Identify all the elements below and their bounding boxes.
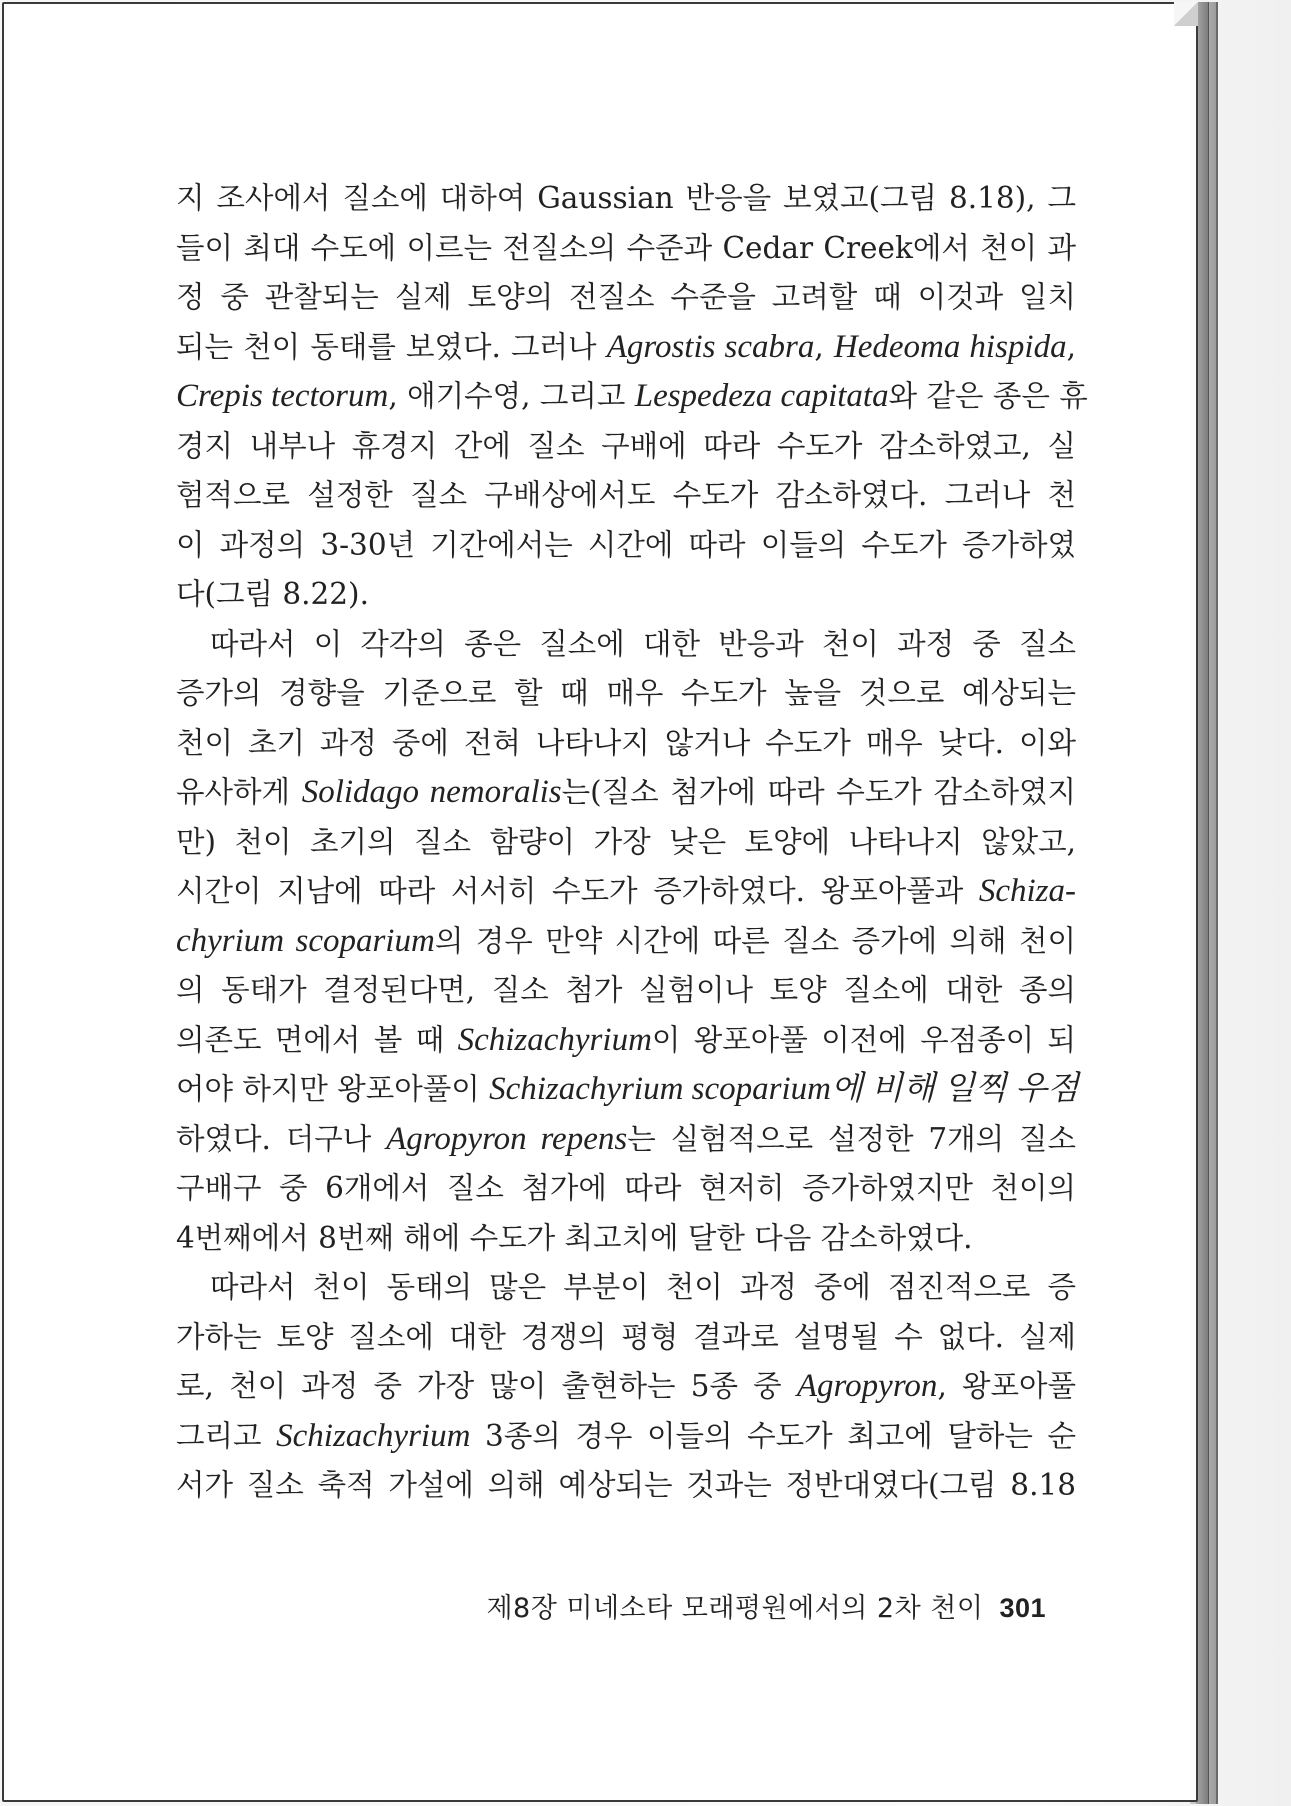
text-line: 정 중 관찰되는 실제 토양의 전질소 수준을 고려할 때 이것과 일치 [176,280,1076,314]
text-line: 의존도 면에서 볼 때 Schizachyrium이 왕포아풀 이전에 우점종이 되 [176,1021,1076,1058]
text-line: 하였다. 더구나 Agropyron repens는 실험적으로 설정한 7개의 질소 [176,1120,1076,1157]
text-line: 경지 내부나 휴경지 간에 질소 구배에 따라 수도가 감소하였고, 실 [176,428,1076,463]
running-footer [486,1586,1046,1625]
text-line: Crepis tectorum, 애기수영, 그리고 Lespedeza capitata와 같은 종은 휴 [176,378,1088,414]
text-line: 천이 초기 과정 중에 전혀 나타나지 않거나 수도가 매우 낮다. 이와 [176,725,1076,760]
text-line: 로, 천이 과정 중 가장 많이 출현하는 5종 중 Agropyron, 왕포아풀 [176,1368,1077,1404]
text-line: 이 과정의 3-30년 기간에서는 시간에 따라 이들의 수도가 증가하였 [176,527,1076,562]
text-line: 따라서 천이 동태의 많은 부분이 천이 과정 중에 점진적으로 증 [210,1270,1076,1304]
text-line: 4번째에서 8번째 해에 수도가 최고치에 달한 다음 감소하였다. [176,1220,973,1255]
text-line: 어야 하지만 왕포아풀이 Schizachyrium scoparium에 비해 일찍 우점 [176,1071,1079,1107]
text-line: 험적으로 설정한 질소 구배상에서도 수도가 감소하였다. 그러나 천 [176,478,1076,512]
paragraph-2 [176,620,1079,1264]
text-line: 되는 천이 동태를 보였다. 그러나 Agrostis scabra, Hedeoma hispida, [176,328,1076,365]
text-line: 지 조사에서 질소에 대하여 Gaussian 반응을 보였고(그림 8.18), 그 [176,181,1076,215]
text-line: 들이 최대 수도에 이르는 전질소의 수준과 Cedar Creek에서 천이 과 [176,230,1076,265]
text-line: 유사하게 Solidago nemoralis는(질소 첨가에 따라 수도가 감소하였지 [176,774,1076,810]
text-line: 증가의 경향을 기준으로 할 때 매우 수도가 높을 것으로 예상되는 [176,676,1076,710]
text-line: 의 동태가 결정된다면, 질소 첨가 실험이나 토양 질소에 대한 종의 [176,973,1076,1007]
text-line: 만) 천이 초기의 질소 함량이 가장 낮은 토양에 나타나지 않았고, [176,824,1076,859]
text-line: 서가 질소 축적 가설에 의해 예상되는 것과는 정반대였다(그림 8.18 [176,1468,1076,1502]
body-text [176,174,1088,1511]
text-line: 시간이 지남에 따라 서서히 수도가 증가하였다. 왕포아풀과 Schiza- [176,873,1076,909]
page-number: 301 [999,1593,1046,1623]
text-line: 그리고 Schizachyrium 3종의 경우 이들의 수도가 최고에 달하는 순 [176,1417,1077,1454]
text-line: 구배구 중 6개에서 질소 첨가에 따라 현저히 증가하였지만 천이의 [176,1171,1076,1205]
paragraph-3 [176,1263,1076,1511]
book-page [2,2,1198,1802]
text-line: chyrium scoparium의 경우 만약 시간에 따른 질소 증가에 의해 천이 [176,922,1076,959]
text-line: 따라서 이 각각의 종은 질소에 대한 반응과 천이 과정 중 질소 [210,626,1076,661]
chapter-title: 제8장 미네소타 모래평원에서의 2차 천이 [486,1593,984,1624]
paragraph-1 [176,174,1088,620]
text-line: 다(그림 8.22). [176,577,369,611]
text-line: 가하는 토양 질소에 대한 경쟁의 평형 결과로 설명될 수 없다. 실제 [176,1319,1076,1354]
